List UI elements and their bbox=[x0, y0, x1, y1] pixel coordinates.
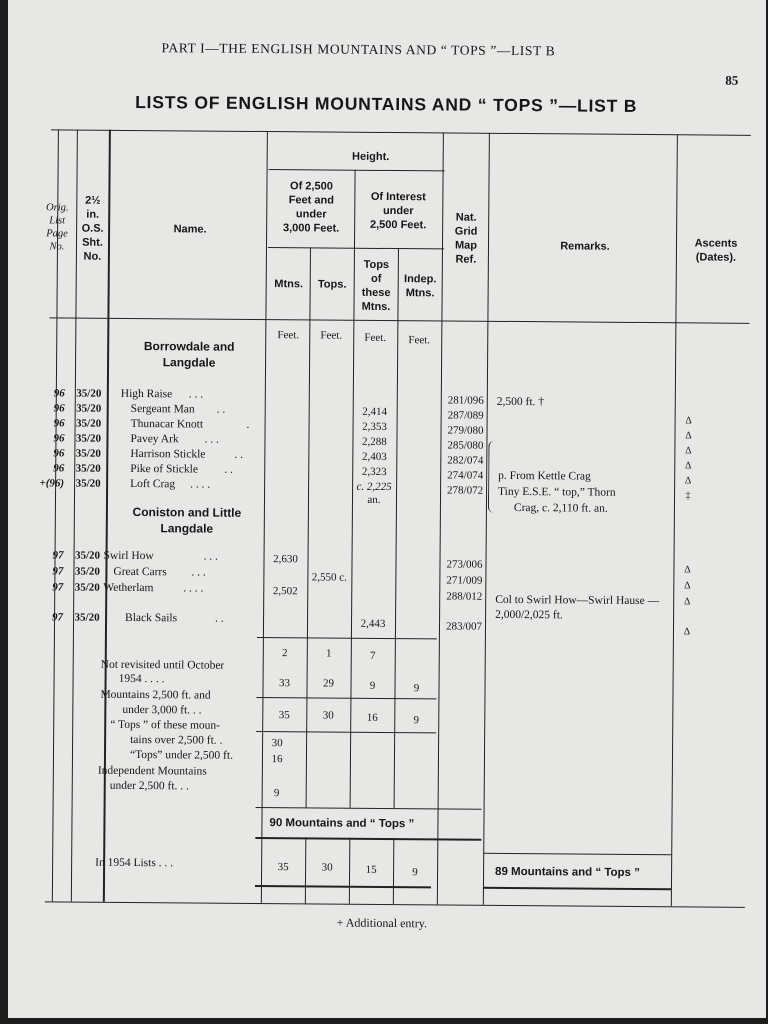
remarks-total-rule bbox=[483, 853, 671, 855]
ascent-mark: Δ bbox=[685, 445, 692, 457]
lists-rule bbox=[255, 885, 431, 888]
summary-value: 16 bbox=[271, 753, 283, 766]
summary-rule-2 bbox=[256, 697, 436, 699]
remarks-tiny: Tiny E.S.E. “ top,” Thorn bbox=[498, 485, 616, 499]
table-row: 97 35/20 Great Carrs . . . 2,550 c. 271/009 Δ Δ bbox=[12, 0, 766, 3]
header-os-sheet: 2½ in. O.S. Sht. No. bbox=[81, 194, 104, 263]
col-line-10 bbox=[671, 134, 678, 906]
lists-rule-right bbox=[483, 887, 671, 890]
summary-value: 9 bbox=[413, 682, 420, 695]
total-1954-label: 89 Mountains and “ Tops ” bbox=[495, 865, 640, 879]
label-mountains: Mountains 2,500 ft. and bbox=[100, 688, 211, 702]
page-content bbox=[8, 0, 766, 1018]
table-row: 96 35/20 Sergeant Man . . 2,414 287/089 Δ bbox=[12, 0, 766, 3]
total-rule-top bbox=[256, 807, 482, 810]
main-title: LISTS OF ENGLISH MOUNTAINS AND “ TOPS ”—LIST B bbox=[135, 92, 638, 116]
summary-value: 9 bbox=[412, 866, 418, 879]
header-tops-of-these: Tops of these Mtns. bbox=[361, 258, 391, 314]
summary-value: 9 bbox=[273, 787, 280, 800]
unit-indep: Feet. bbox=[408, 334, 431, 347]
ascent-mark: Δ bbox=[684, 564, 691, 576]
section-title-coniston: Coniston and Little Langdale bbox=[132, 504, 242, 536]
summary-value: 30 bbox=[321, 861, 333, 874]
remarks-kettle-crag: p. From Kettle Crag bbox=[498, 469, 591, 483]
table-bottom-rule bbox=[45, 901, 745, 907]
summary-value: 15 bbox=[365, 863, 377, 876]
header-interest: Of Interest under 2,500 Feet. bbox=[369, 190, 427, 232]
table-row: 96 35/20 Thunacar Knott . 2,353 279/080 Δ bbox=[12, 0, 766, 3]
summary-value: 29 bbox=[323, 677, 335, 690]
label-tops-over-2: tains over 2,500 ft. . bbox=[130, 733, 223, 747]
summary-value: 33 bbox=[279, 677, 291, 690]
table-row: 97 35/20 Black Sails . . 2,443 283/007 Δ bbox=[12, 0, 766, 3]
running-title: PART I—THE ENGLISH MOUNTAINS AND “ TOPS ”—LIST B bbox=[161, 40, 556, 59]
unit-mtns: Feet. bbox=[277, 329, 300, 342]
header-tops: Tops. bbox=[317, 278, 347, 291]
footnote: + Additional entry. bbox=[336, 915, 428, 931]
unit-tops-of-these: Feet. bbox=[364, 331, 387, 344]
header-2500-3000: Of 2,500 Feet and under 3,000 Feet. bbox=[282, 180, 340, 235]
section-title-borrowdale: Borrowdale and Langdale bbox=[143, 339, 235, 370]
summary-value: 2 bbox=[281, 647, 288, 660]
table-row: +(96) 35/20 Loft Crag . . . . c. 2,225 an. 278/072 ‡ bbox=[12, 0, 766, 3]
label-not-revisited-year: 1954 . . . . bbox=[118, 672, 165, 686]
ascent-mark: Δ bbox=[685, 430, 692, 442]
table-row: 97 35/20 Swirl How . . . 2,630 273/006 bbox=[52, 549, 483, 571]
header-bottom-rule bbox=[49, 317, 749, 323]
ascent-mark: Δ bbox=[683, 596, 691, 608]
label-1954-lists: In 1954 Lists . . . bbox=[95, 856, 174, 870]
book-page bbox=[8, 0, 766, 1018]
summary-value: 9 bbox=[413, 714, 420, 727]
summary-value: 1 bbox=[325, 647, 332, 660]
total-rule-bottom bbox=[255, 837, 481, 841]
label-not-revisited: Not revisited until October bbox=[100, 658, 225, 672]
ascent-mark: Δ bbox=[684, 475, 692, 487]
table-row: 96 35/20 Pavey Ark . . . 2,288 285/080 Δ bbox=[12, 0, 766, 3]
label-independent: Independent Mountains bbox=[97, 764, 207, 778]
header-indep: Indep. Mtns. bbox=[403, 273, 437, 300]
summary-value: 7 bbox=[369, 649, 376, 662]
summary-value: 30 bbox=[322, 709, 334, 722]
summary-value: 30 bbox=[271, 737, 283, 750]
header-name: Name. bbox=[173, 223, 207, 236]
header-orig-list: Orig. List Page No. bbox=[46, 202, 69, 253]
ascent-mark: Δ bbox=[683, 626, 691, 638]
remarks-thorn-crag: Crag, c. 2,110 ft. an. bbox=[513, 501, 608, 515]
ascent-mark: Δ bbox=[684, 580, 691, 592]
ascent-mark: Δ bbox=[685, 460, 692, 472]
table-row: 96 35/20 Pike of Stickle . . 2,323 274/074 Δ bbox=[12, 0, 766, 3]
height-rule bbox=[269, 169, 445, 171]
header-grid-ref: Nat. Grid Map Ref. bbox=[454, 211, 478, 266]
summary-rule-1 bbox=[257, 637, 437, 639]
unit-tops: Feet. bbox=[320, 329, 343, 342]
summary-value: 35 bbox=[278, 709, 290, 722]
label-tops-over: “ Tops ” of these moun- bbox=[110, 718, 221, 732]
height-sub-rule bbox=[268, 247, 444, 249]
header-remarks: Remarks. bbox=[560, 240, 610, 253]
remarks-brace bbox=[488, 441, 496, 513]
table-row: 96 35/20 High Raise . . . 281/096 2,500 ft. † bbox=[53, 387, 545, 409]
ascent-mark: Δ bbox=[685, 415, 692, 427]
header-ascents: Ascents (Dates). bbox=[694, 237, 738, 264]
label-mountains-under: under 3,000 ft. . . bbox=[122, 703, 202, 717]
total-mountains-label: 90 Mountains and “ Tops ” bbox=[269, 817, 415, 831]
table-row: 96 35/20 Harrison Stickle . . 2,403 282/074 Δ bbox=[12, 0, 766, 3]
header-height: Height. bbox=[352, 150, 390, 163]
summary-rule-3 bbox=[256, 731, 436, 733]
page-number: 85 bbox=[725, 72, 739, 88]
label-tops-under: “Tops” under 2,500 ft. bbox=[129, 748, 234, 762]
header-mtns: Mtns. bbox=[274, 278, 304, 291]
table-row: 97 35/20 Wetherlam . . . . 2,502 288/012 Col to Swirl How—Swirl Hause —2,000/2,025 ft. Δ bbox=[12, 0, 766, 3]
summary-value: 16 bbox=[366, 711, 378, 724]
summary-value: 35 bbox=[277, 861, 289, 874]
label-independent-2: under 2,500 ft. . . bbox=[109, 779, 190, 793]
ascent-mark: ‡ bbox=[685, 490, 691, 502]
table-top-rule bbox=[51, 129, 751, 135]
summary-value: 9 bbox=[369, 679, 376, 692]
